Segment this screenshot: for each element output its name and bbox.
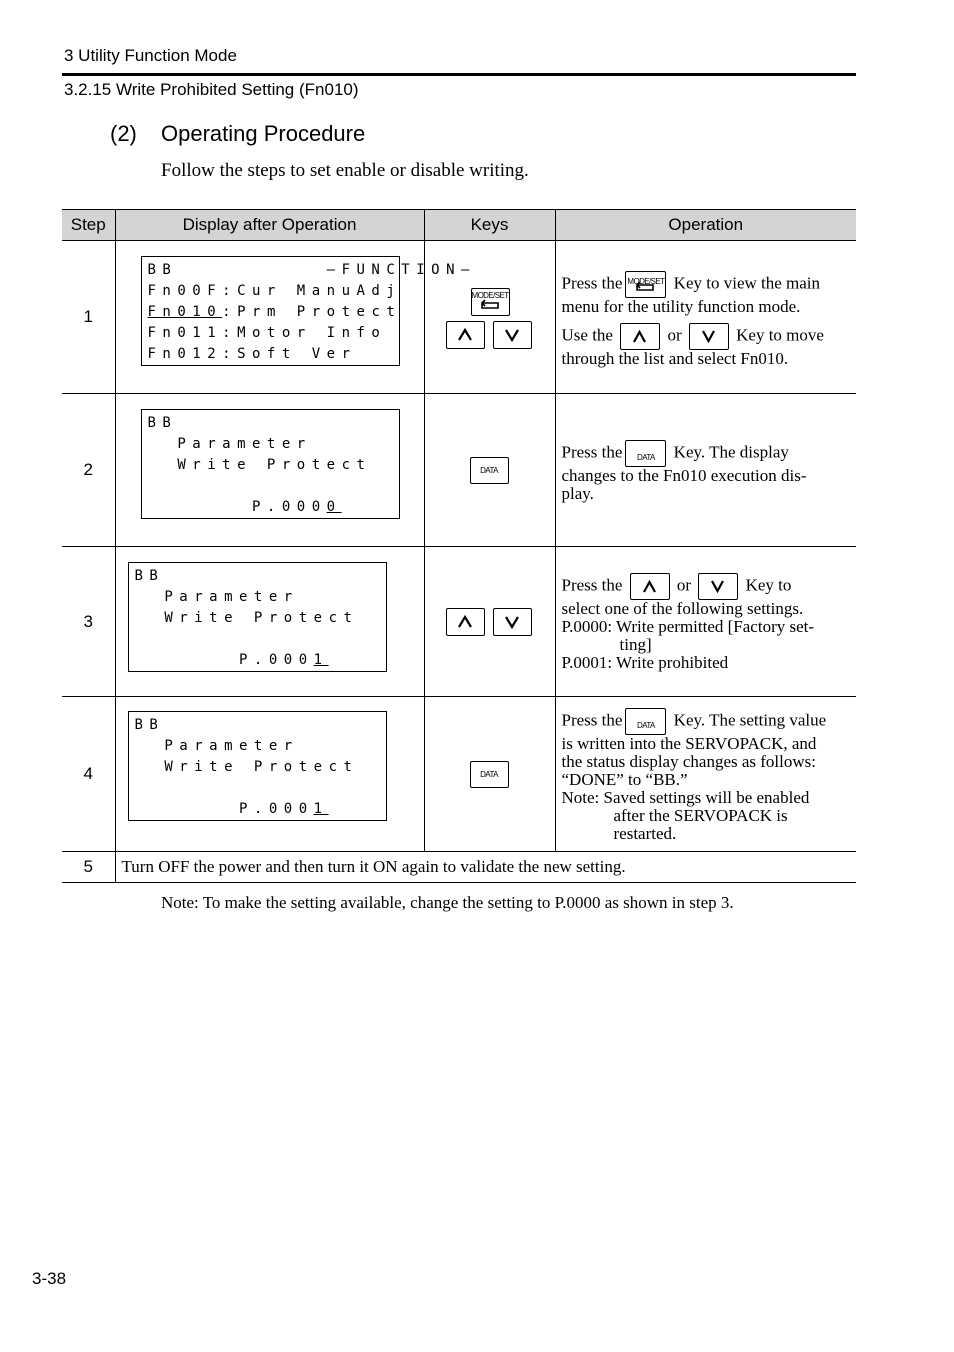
heading-title: Operating Procedure xyxy=(161,121,366,146)
column-header-operation: Operation xyxy=(555,210,856,241)
step-number: 2 xyxy=(62,394,115,547)
panel-display xyxy=(141,409,400,519)
mode-set-key-icon xyxy=(625,271,666,298)
operation-text: Press the xyxy=(561,575,623,595)
key-label: DATA xyxy=(637,453,655,462)
operation-line xyxy=(562,440,851,467)
cursor-digit: 0 xyxy=(326,499,342,515)
display-cell xyxy=(115,547,424,697)
data-key-icon xyxy=(470,761,509,788)
display-line: BB xyxy=(147,415,178,431)
key-label: DATA xyxy=(637,721,655,730)
operation-text: Press the xyxy=(561,710,623,730)
operation-line: the status display changes as follows: xyxy=(561,752,816,771)
down-key-icon xyxy=(698,573,738,600)
operation-line: through the list and select Fn010. xyxy=(561,349,789,368)
panel-display xyxy=(128,562,387,672)
mode-set-key-icon xyxy=(471,288,510,316)
operation-cell xyxy=(555,697,856,852)
page-number: 3-38 xyxy=(32,1269,67,1288)
operation-line xyxy=(562,323,851,350)
keys-cell xyxy=(424,547,555,697)
display-value: P.000 xyxy=(134,652,314,668)
column-header-step: Step xyxy=(62,210,115,241)
footnote: Note: To make the setting available, change the setting to P.0000 as shown in step 3. xyxy=(161,893,734,912)
operation-text: Key to view the main xyxy=(673,273,821,293)
display-line: Parameter xyxy=(134,589,299,605)
table-row xyxy=(62,852,856,883)
display-line: Write Protect xyxy=(147,457,372,473)
display-line: Write Protect xyxy=(134,759,359,775)
operation-text: or xyxy=(667,325,682,345)
key-label: DATA xyxy=(480,770,498,779)
display-line: Write Protect xyxy=(134,610,359,626)
key-label: MODE/SET xyxy=(471,291,509,300)
operation-cell xyxy=(555,394,856,547)
procedure-heading xyxy=(110,121,365,147)
cursor-digit: 1 xyxy=(313,801,329,817)
operation-line: select one of the following settings. xyxy=(561,599,804,618)
display-line: Parameter xyxy=(134,738,299,754)
step-number: 5 xyxy=(62,852,115,883)
intro-text: Follow the steps to set enable or disable writing. xyxy=(161,160,529,181)
display-line: BB xyxy=(134,717,165,733)
operation-line xyxy=(562,271,851,298)
table-header-row xyxy=(62,210,856,241)
operation-line: is written into the SERVOPACK, and xyxy=(561,734,817,753)
chapter-title: 3 Utility Function Mode xyxy=(64,46,237,65)
table-row xyxy=(62,697,856,852)
table-row xyxy=(62,394,856,547)
keys-cell xyxy=(424,697,555,852)
table-row xyxy=(62,547,856,697)
keys-cell xyxy=(424,394,555,547)
display-cell xyxy=(115,697,424,852)
display-cell xyxy=(115,241,476,394)
display-line: Fn011:Motor Info xyxy=(147,325,387,341)
down-key-icon xyxy=(493,608,532,636)
key-label: MODE/SET xyxy=(627,277,665,286)
heading-number: (2) xyxy=(110,121,137,146)
operation-cell xyxy=(555,547,856,697)
section-title: 3.2.15 Write Prohibited Setting (Fn010) xyxy=(64,80,359,99)
display-line: BB xyxy=(134,568,165,584)
operation-line: P.0001: Write prohibited xyxy=(561,653,729,672)
table-row xyxy=(62,241,856,394)
display-line: Parameter xyxy=(147,436,312,452)
down-key-icon xyxy=(689,323,729,350)
step-number: 4 xyxy=(62,697,115,852)
cursor-text: Fn010 xyxy=(147,304,223,320)
display-line: BB –FUNCTION– xyxy=(147,262,476,278)
operation-text: Press the xyxy=(561,442,623,462)
operation-line: after the SERVOPACK is xyxy=(613,806,788,825)
display-line xyxy=(135,652,329,668)
data-key-icon xyxy=(470,457,509,484)
display-line: Fn00F:Cur ManuAdj xyxy=(147,283,402,299)
column-header-keys: Keys xyxy=(424,210,555,241)
step-number: 3 xyxy=(62,547,115,697)
cursor-digit: 1 xyxy=(313,652,329,668)
operation-line: P.0000: Write permitted [Factory set- xyxy=(561,617,815,636)
operation-text: Key to xyxy=(745,575,792,595)
up-key-icon xyxy=(446,608,485,636)
data-key-icon xyxy=(625,708,666,735)
key-label: DATA xyxy=(480,466,498,475)
display-line xyxy=(148,304,402,320)
operation-cell xyxy=(555,241,856,394)
up-key-icon xyxy=(630,573,670,600)
operation-text: Key. The display xyxy=(673,442,789,462)
panel-display xyxy=(128,711,387,821)
column-header-display: Display after Operation xyxy=(115,210,424,241)
step-5-text: Turn OFF the power and then turn it ON again to validate the new setting. xyxy=(115,852,856,883)
procedure-table xyxy=(62,209,856,883)
operation-line: Note: Saved settings will be enabled xyxy=(561,788,810,807)
operation-text: Key. The setting value xyxy=(673,710,827,730)
display-line xyxy=(148,499,342,515)
up-key-icon xyxy=(446,321,485,349)
display-line xyxy=(135,801,329,817)
display-line-rest: :Prm Protect xyxy=(222,304,402,320)
operation-line xyxy=(562,573,851,600)
down-key-icon xyxy=(493,321,532,349)
data-key-icon xyxy=(625,440,666,467)
display-value: P.000 xyxy=(134,801,314,817)
operation-line: play. xyxy=(561,484,594,503)
header-rule xyxy=(62,73,856,76)
keys-cell xyxy=(424,241,555,394)
panel-display xyxy=(141,256,476,366)
operation-line xyxy=(562,708,851,735)
display-cell xyxy=(115,394,424,547)
operation-line: menu for the utility function mode. xyxy=(561,297,801,316)
step-number: 1 xyxy=(62,241,115,394)
display-line: Fn012:Soft Ver xyxy=(147,346,357,362)
operation-line: “DONE” to “BB.” xyxy=(561,770,688,789)
display-value: P.000 xyxy=(147,499,327,515)
operation-text: or xyxy=(676,575,692,595)
operation-text: Key to move xyxy=(736,325,824,345)
operation-line: ting] xyxy=(619,635,652,654)
up-key-icon xyxy=(620,323,660,350)
operation-text: Use the xyxy=(561,325,613,345)
operation-text: Press the xyxy=(561,273,623,293)
operation-line: restarted. xyxy=(613,824,677,843)
operation-line: changes to the Fn010 execution dis- xyxy=(561,466,807,485)
